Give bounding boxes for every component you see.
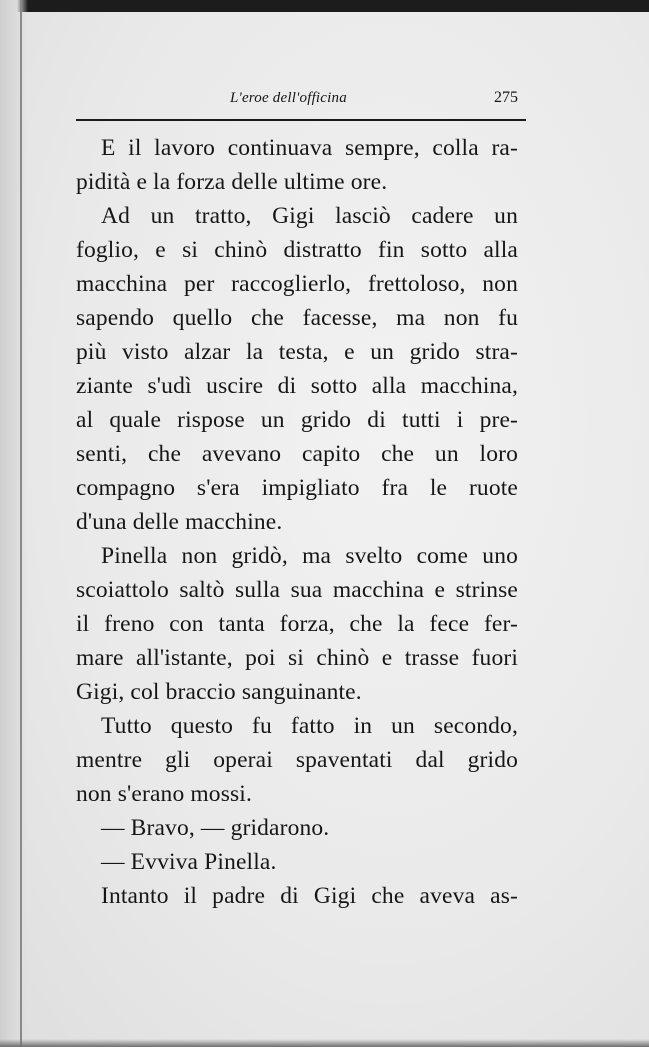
text-line: — Bravo, — gridarono. [101, 815, 330, 841]
body-text [76, 131, 518, 913]
text-line: foglio, e si chinò distratto fin sotto alla [76, 237, 518, 263]
text-line: non s'erano mossi. [76, 781, 252, 807]
page-bottom-edge [0, 1039, 649, 1047]
header-rule [76, 119, 526, 121]
text-line: Ad un tratto, Gigi lasciò cadere un [101, 203, 518, 229]
text-line: — Evviva Pinella. [101, 849, 277, 875]
page-top-edge [0, 0, 649, 12]
text-line: d'una delle macchine. [76, 509, 283, 535]
text-line: mentre gli operai spaventati dal grido [76, 747, 518, 773]
text-line: Gigi, col braccio sanguinante. [76, 679, 362, 705]
text-line: al quale rispose un grido di tutti i pre- [76, 407, 518, 433]
page-number: 275 [494, 89, 518, 106]
text-line: ziante s'udì uscire di sotto alla macchina, [76, 373, 518, 399]
text-line: più visto alzar la testa, e un grido stra- [76, 339, 518, 365]
text-line: macchina per raccoglierlo, frettoloso, non [76, 271, 518, 297]
text-line: pidità e la forza delle ultime ore. [76, 169, 388, 195]
text-line: Intanto il padre di Gigi che aveva as- [101, 883, 518, 909]
text-line: Tutto questo fu fatto in un secondo, [101, 713, 518, 739]
text-line: sapendo quello che facesse, ma non fu [76, 305, 518, 331]
text-line: E il lavoro continuava sempre, colla ra- [101, 135, 518, 161]
text-line: compagno s'era impigliato fra le ruote [76, 475, 518, 501]
page-left-shadow [0, 0, 28, 1047]
text-line: senti, che avevano capito che un loro [76, 441, 518, 467]
text-line: Pinella non gridò, ma svelto come uno [101, 543, 518, 569]
running-title: L'eroe dell'officina [230, 90, 347, 106]
page-gutter-line [20, 0, 22, 1047]
text-line: il freno con tanta forza, che la fece fer- [76, 611, 518, 637]
text-line: scoiattolo saltò sulla sua macchina e strinse [76, 577, 518, 603]
text-line: mare all'istante, poi si chinò e trasse fuori [76, 645, 518, 671]
page-header [76, 86, 518, 112]
